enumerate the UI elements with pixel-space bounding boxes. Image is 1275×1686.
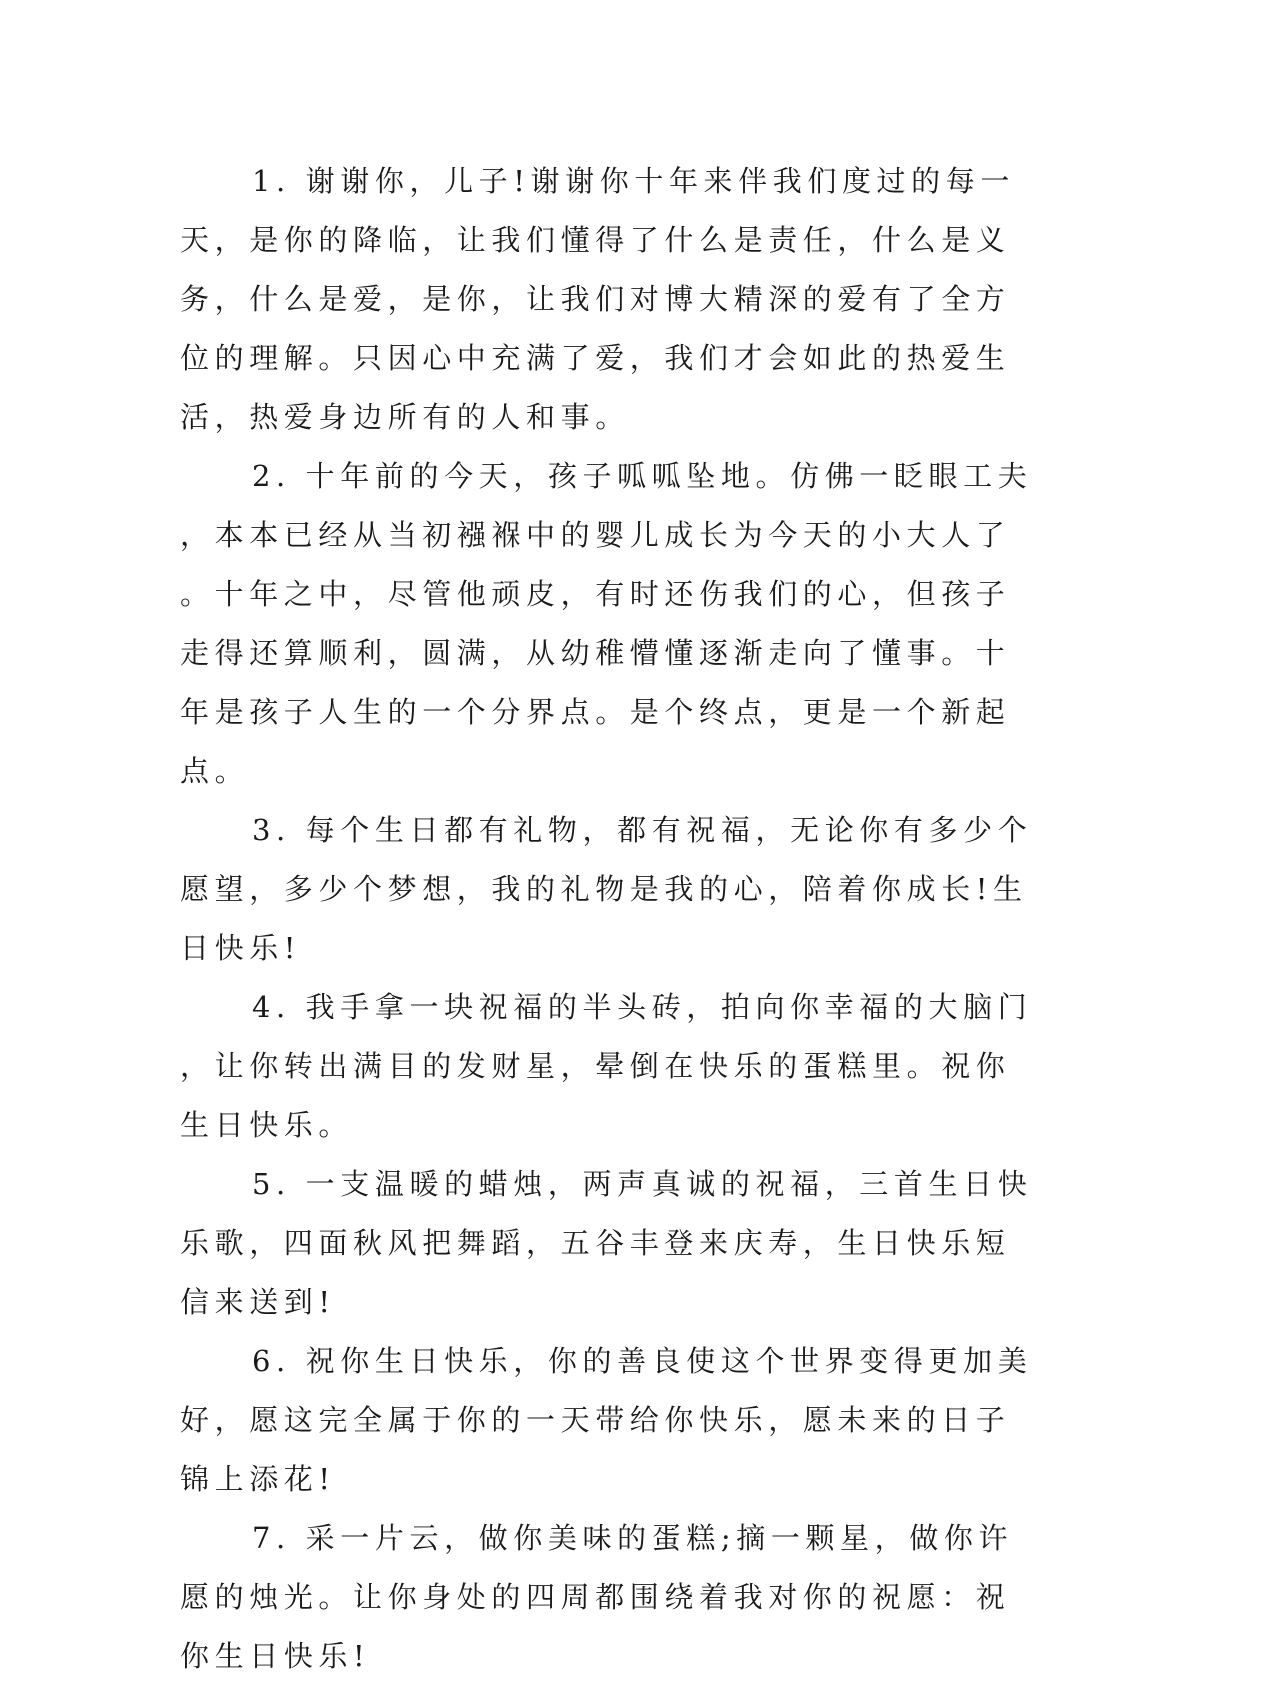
paragraph-5: 5. 一支温暖的蜡烛，两声真诚的祝福，三首生日快乐歌，四面秋风把舞蹈，五谷丰登来庆寿，生日快乐短信来送到! [180, 1167, 1033, 1319]
paragraph-7: 7. 采一片云，做你美味的蛋糕;摘一颗星，做你许愿的烛光。让你身处的四周都围绕着我对你的祝愿：祝你生日快乐! [180, 1521, 1014, 1673]
paragraph-3: 3. 每个生日都有礼物，都有祝福，无论你有多少个愿望，多少个梦想，我的礼物是我的心，陪着你成长!生日快乐! [180, 813, 1033, 965]
paragraph-6: 6. 祝你生日快乐，你的善良使这个世界变得更加美好，愿这完全属于你的一天带给你快乐，愿未来的日子锦上添花! [180, 1344, 1033, 1496]
paragraph-1: 1. 谢谢你，儿子!谢谢你十年来伴我们度过的每一天，是你的降临，让我们懂得了什么是责任，什么是义务，什么是爱，是你，让我们对博大精深的爱有了全方位的理解。只因心中充满了爱，我们才会如此的热爱生活，热爱身边所有的人和事。 [180, 164, 1015, 434]
paragraph-4: 4. 我手拿一块祝福的半头砖，拍向你幸福的大脑门，让你转出满目的发财星，晕倒在快乐的蛋糕里。祝你生日快乐。 [180, 990, 1033, 1142]
document-body [180, 152, 1035, 1686]
paragraph-2: 2. 十年前的今天，孩子呱呱坠地。仿佛一眨眼工夫，本本已经从当初襁褓中的婴儿成长为今天的小大人了。十年之中，尽管他顽皮，有时还伤我们的心，但孩子走得还算顺利，圆满，从幼稚懵懂逐渐走向了懂事。十年是孩子人生的一个分界点。是个终点，更是一个新起点。 [180, 459, 1033, 788]
